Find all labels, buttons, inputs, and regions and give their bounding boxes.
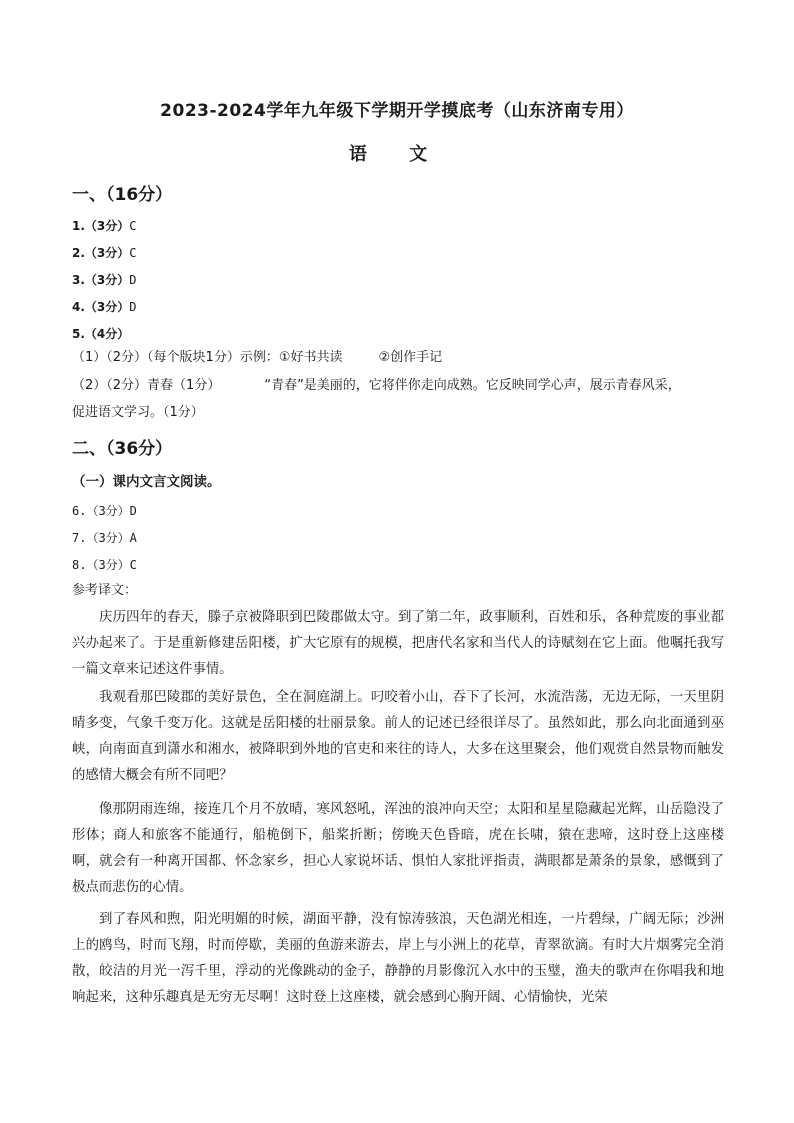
answer-5: 5.（4分）: [72, 327, 130, 341]
answer-1: 1.（3分）C: [72, 219, 137, 233]
answer-8: 8.（3分）C: [72, 558, 137, 572]
answer-4: 4.（3分）D: [72, 300, 137, 314]
section-2-sub-heading: （一）课内文言文阅读。: [72, 474, 221, 490]
section-2-heading: 二、（36分）: [72, 439, 173, 459]
answer-2: 2.（3分）C: [72, 246, 137, 260]
answer-5-part-2-continued: 促进语文学习。（1分）: [72, 405, 204, 420]
translation-label: 参考译文：: [72, 583, 138, 598]
document-title: 2023-2024学年九年级下学期开学摸底考（山东济南专用）: [160, 101, 634, 121]
answer-5-part-2: （2）（2分）青春（1分） “青春”是美丽的，它将伴你走向成熟。它反映同学心声，展示青春风采，: [72, 378, 681, 393]
translation-paragraph-1: 庆历四年的春天，滕子京被降职到巴陵郡做太守。到了第二年，政事顺利，百姓和乐，各种荒废的事业都兴办起来了。于是重新修建岳阳楼，扩大它原有的规模，把唐代名家和当代人的诗赋刻在它上面。他嘱托我写一篇文章来记述这件事情。: [72, 610, 724, 677]
answer-5-part-1: （1）（2分）（每个版块1分）示例：①好书共读 ②创作手记: [72, 350, 443, 365]
answer-3: 3.（3分）D: [72, 273, 137, 287]
translation-paragraph-2: 我观看那巴陵郡的美好景色，全在洞庭湖上。叼咬着小山，吞下了长河，水流浩荡，无边无际，一天里阴晴多变，气象千变万化。这就是岳阳楼的壮丽景象。前人的记述已经很详尽了。虽然如此，那么向北面通到巫峡，向南面直到潇水和湘水，被降职到外地的官吏和来往的诗人，大多在这里聚会，他们观赏自然景物而触发的感情大概会有所不同吧？: [72, 690, 724, 783]
section-1-heading: 一、（16分）: [72, 185, 173, 205]
answer-6: 6.（3分）D: [72, 504, 137, 518]
translation-paragraph-3: 像那阴雨连绵，接连几个月不放晴，寒风怒吼，浑浊的浪冲向天空；太阳和星星隐藏起光辉，山岳隐没了形体；商人和旅客不能通行，船桅倒下，船桨折断；傍晚天色昏暗，虎在长啸，猿在悲啼，这时登上这座楼啊，就会有一种离开国都、怀念家乡，担心人家说坏话、惧怕人家批评指责，满眼都是萧条的景象，感慨到了极点而悲伤的心情。: [72, 802, 724, 895]
subject-title: 语 文: [348, 144, 446, 165]
translation-paragraph-4: 到了春风和煦，阳光明媚的时候，湖面平静，没有惊涛骇浪，天色湖光相连，一片碧绿，广阔无际；沙洲上的鸥鸟，时而飞翔，时而停歇，美丽的鱼游来游去，岸上与小洲上的花草，青翠欲滴。有时大片烟雾完全消散，皎洁的月光一泻千里，浮动的光像跳动的金子，静静的月影像沉入水中的玉璧，渔夫的歌声在你唱我和地响起来，这种乐趣真是无穷无尽啊！这时登上这座楼，就会感到心胸开阔、心情愉快，光荣: [72, 912, 724, 1005]
answer-7: 7.（3分）A: [72, 531, 137, 545]
